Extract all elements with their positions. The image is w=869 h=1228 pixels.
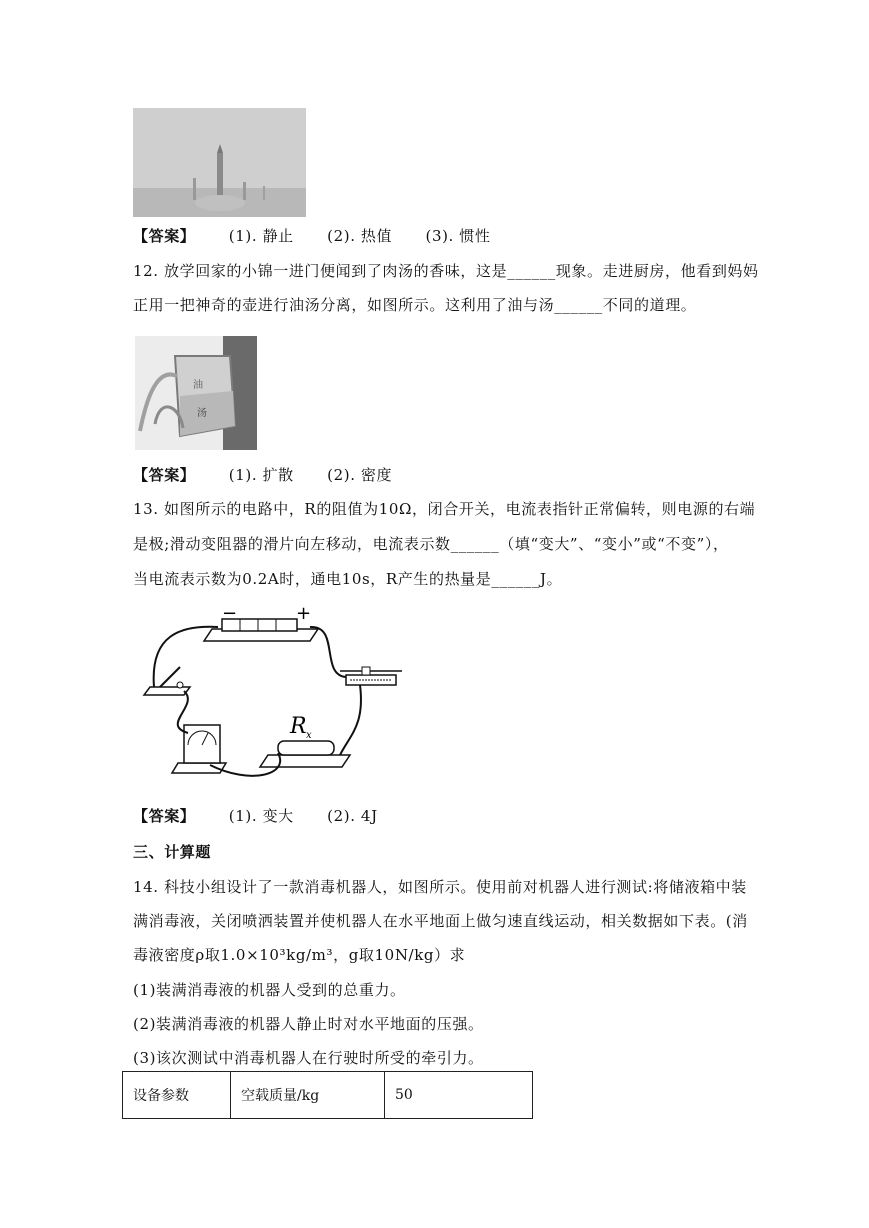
table-cell: 设备参数	[123, 1072, 231, 1119]
q12-answer-line	[133, 465, 392, 485]
q12-line-1: 12. 放学回家的小锦一进门便闻到了肉汤的香味，这是______现象。走进厨房，他看到妈妈	[133, 262, 759, 280]
switch	[144, 667, 190, 695]
answer-1: (1). 静止	[228, 227, 294, 245]
ammeter	[172, 725, 226, 773]
answer-1: (1). 扩散	[228, 466, 294, 484]
resistor-rx	[260, 714, 350, 767]
q13-line-2: 是极;滑动变阻器的滑片向左移动，电流表示数______（填“变大”、“变小”或“不变”），	[133, 535, 729, 553]
oil-label: 油	[193, 380, 203, 391]
circuit-diagram	[140, 605, 410, 785]
answer-label: 【答案】	[133, 227, 196, 245]
rocket-illustration	[133, 108, 306, 217]
q13-line-3: 当电流表示数为0.2A时，通电10s，R产生的热量是______J。	[133, 570, 563, 588]
q12-line-2: 正用一把神奇的壶进行油汤分离，如图所示。这利用了油与汤______不同的道理。	[133, 296, 697, 314]
q14-line-1: 14. 科技小组设计了一款消毒机器人，如图所示。使用前对机器人进行测试:将储液箱中装	[133, 878, 747, 896]
plus-sign: +	[296, 605, 312, 624]
q13-answer-line	[133, 806, 378, 826]
battery	[204, 605, 318, 641]
table-row	[123, 1072, 533, 1119]
q14-sub-1: (1)装满消毒液的机器人受到的总重力。	[133, 981, 406, 999]
q14-sub-3: (3)该次测试中消毒机器人在行驶时所受的牵引力。	[133, 1049, 484, 1067]
rocket-launch-photo	[133, 108, 306, 217]
answer-3: (3). 惯性	[425, 227, 491, 245]
table-cell: 50	[385, 1072, 533, 1119]
oil-soup-pot-photo	[135, 336, 257, 450]
section-heading: 三、计算题	[133, 843, 212, 861]
answer-label: 【答案】	[133, 807, 196, 825]
parameter-table	[122, 1071, 533, 1119]
soup-label: 汤	[197, 408, 207, 419]
answer-2: (2). 热值	[327, 227, 393, 245]
answer-2: (2). 4J	[327, 807, 378, 825]
q14-sub-2: (2)装满消毒液的机器人静止时对水平地面的压强。	[133, 1015, 484, 1033]
answer-2: (2). 密度	[327, 466, 393, 484]
minus-sign: −	[222, 605, 238, 624]
answer-label: 【答案】	[133, 466, 196, 484]
table-cell: 空载质量/kg	[231, 1072, 385, 1119]
pot-illustration	[135, 336, 257, 450]
resistor-subscript: x	[306, 730, 312, 741]
q14-line-2: 满消毒液，关闭喷洒装置并使机器人在水平地面上做匀速直线运动，相关数据如下表。(消	[133, 912, 748, 930]
resistor-label: R	[290, 714, 307, 739]
q13-line-1: 13. 如图所示的电路中，R的阻值为10Ω，闭合开关，电流表指针正常偏转，则电源的右端	[133, 500, 756, 518]
answer-1: (1). 变大	[228, 807, 294, 825]
q14-line-3: 毒液密度ρ取1.0×10³kg/m³，g取10N/kg）求	[133, 946, 466, 964]
rheostat	[340, 667, 402, 685]
q11-answer-line	[133, 226, 490, 246]
